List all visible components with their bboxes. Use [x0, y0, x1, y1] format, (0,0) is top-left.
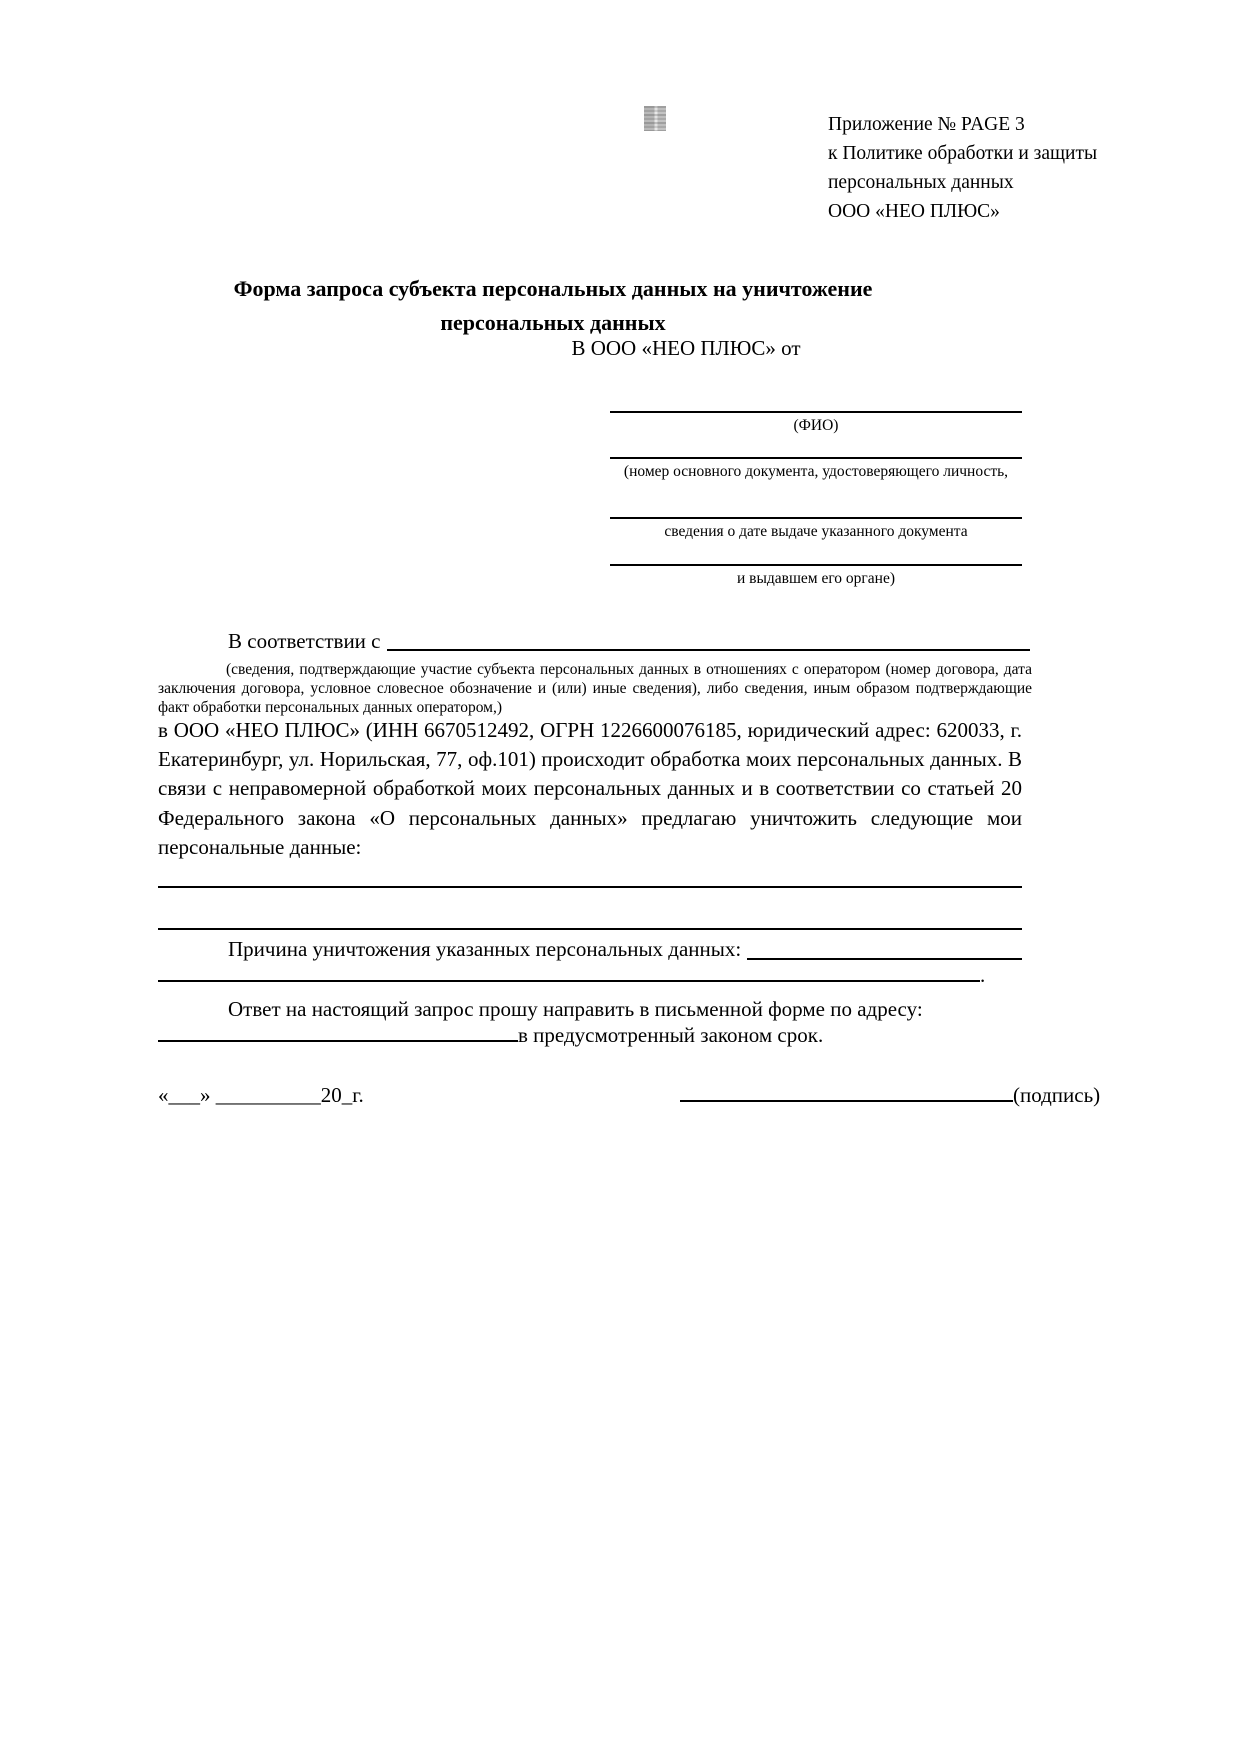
reason-continuation-row: [158, 962, 1022, 989]
signature-cell: [680, 1082, 1100, 1109]
reason-label: Причина уничтожения указанных персональных данных:: [228, 937, 742, 961]
address-blank-line: [158, 1022, 518, 1042]
accordance-blank-line: [387, 628, 1031, 651]
signature-caption: (подпись): [1013, 1083, 1101, 1107]
accordance-row: [158, 628, 1030, 654]
doc-issuer-blank-line: [610, 564, 1022, 566]
blurred-image-thumbnail-icon: [644, 106, 666, 131]
accordance-label: В соответствии с: [228, 629, 381, 653]
trailing-period: .: [980, 963, 986, 987]
doc-issue-date-blank-line: [610, 517, 1022, 519]
response-line2-suffix: в предусмотренный законом срок.: [518, 1023, 824, 1047]
appendix-header-line: ООО «НЕО ПЛЮС»: [828, 201, 1000, 222]
reason-row: [158, 936, 1022, 963]
appendix-header-line: к Политике обработки и защиты: [828, 143, 1098, 164]
document-title-line1: Форма запроса субъекта персональных данных на уничтожение: [233, 276, 873, 301]
appendix-header-line: Приложение № PAGE 3: [828, 114, 1025, 135]
doc-issuer-caption: и выдавшем его органе): [736, 570, 896, 587]
fio-blank-line: [610, 411, 1022, 413]
appendix-header-line: персональных данных: [828, 172, 1014, 193]
doc-issue-date-caption: сведения о дате выдаче указанного документа: [664, 523, 968, 540]
document-title: [158, 272, 948, 340]
response-line2: [158, 1022, 1022, 1049]
fio-caption: (ФИО): [793, 417, 839, 434]
addressee-line: В ООО «НЕО ПЛЮС» от: [571, 336, 801, 360]
signature-blank-line: [680, 1082, 1013, 1102]
reason-blank-line-2: [158, 962, 980, 982]
date-blank-text: «___» __________20_г.: [158, 1083, 364, 1107]
accordance-note: (сведения, подтверждающие участие субъекта персональных данных в отношениях с оператором (номер договора, дата заключения договора, условное словесное обозначение и (или) иные сведения), либо сведения, иным образом подтверждающие факт обработки персональных данных оператором,): [158, 661, 1032, 716]
body-paragraph: в ООО «НЕО ПЛЮС» (ИНН 6670512492, ОГРН 1226600076185, юридический адрес: 620033, г. Екатеринбург, ул. Норильская, 77, оф.101) происходит обработка моих персональных данных. В связи с неправомерной обработкой моих персональных данных и в соответствии со статьей 20 Федерального закона «О персональных данных» предлагаю уничтожить следующие мои персональные данные:: [158, 718, 1022, 859]
doc-number-caption: (номер основного документа, удостоверяющего личность,: [623, 463, 1009, 480]
reason-blank-line: [747, 936, 1022, 960]
document-title-line2: персональных данных: [440, 310, 666, 335]
personal-data-blank-line-1: [158, 886, 1022, 888]
doc-number-blank-line: [610, 457, 1022, 459]
appendix-header: [828, 110, 1097, 226]
response-line1: Ответ на настоящий запрос прошу направить в письменной форме по адресу:: [228, 997, 923, 1021]
personal-data-blank-line-2: [158, 928, 1022, 930]
